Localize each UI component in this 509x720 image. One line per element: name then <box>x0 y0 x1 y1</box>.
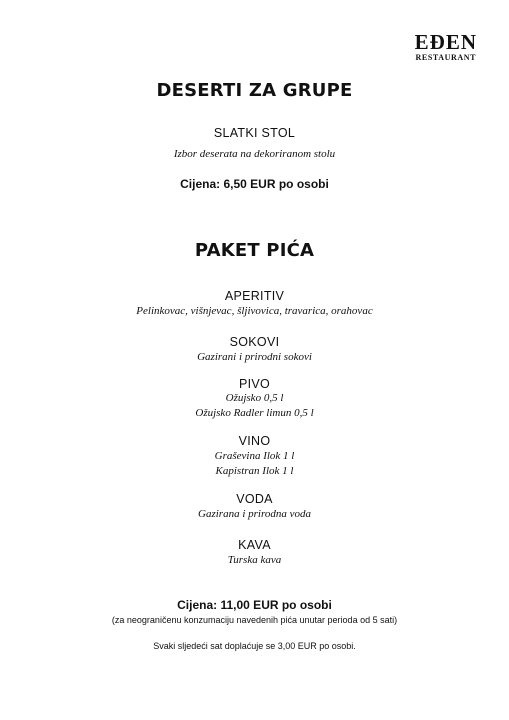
kava-line: Turska kava <box>227 554 282 566</box>
desserts-description: Izbor deserata na dekoriranom stolu <box>173 148 336 160</box>
pivo-line-1: Ožujsko 0,5 l <box>225 392 284 404</box>
vino-label: VINO <box>238 434 271 448</box>
vino-line-2: Kapistran Ilok 1 l <box>215 465 294 477</box>
logo-subtitle: RESTAURANT <box>415 53 477 62</box>
voda-label: VODA <box>236 492 273 506</box>
drinks-title: PAKET PIĆA <box>194 240 315 261</box>
aperitiv-label: APERITIV <box>224 289 285 303</box>
logo-name: EĐEN <box>414 30 477 54</box>
sokovi-label: SOKOVI <box>229 335 280 349</box>
vino-line-1: Graševina Ilok 1 l <box>214 450 295 462</box>
sokovi-line: Gazirani i prirodni sokovi <box>197 351 312 363</box>
voda-line: Gazirana i prirodna voda <box>198 508 311 520</box>
desserts-category: SLATKI STOL <box>213 126 296 140</box>
desserts-title: DESERTI ZA GRUPE <box>156 80 353 101</box>
pivo-line-2: Ožujsko Radler limun 0,5 l <box>195 407 314 419</box>
desserts-price: Cijena: 6,50 EUR po osobi <box>180 177 329 191</box>
drinks-price: Cijena: 11,00 EUR po osobi <box>177 598 332 612</box>
aperitiv-line: Pelinkovac, višnjevac, šljivovica, travarica, orahovac <box>136 305 373 317</box>
pivo-label: PIVO <box>238 377 271 391</box>
drinks-note: (za neograničenu konzumaciju navedenih pića unutar perioda od 5 sati) <box>111 615 398 625</box>
kava-label: KAVA <box>238 538 271 552</box>
drinks-extra-hour: Svaki sljedeći sat doplaćuje se 3,00 EUR po osobi. <box>153 641 356 651</box>
restaurant-logo <box>415 32 477 63</box>
